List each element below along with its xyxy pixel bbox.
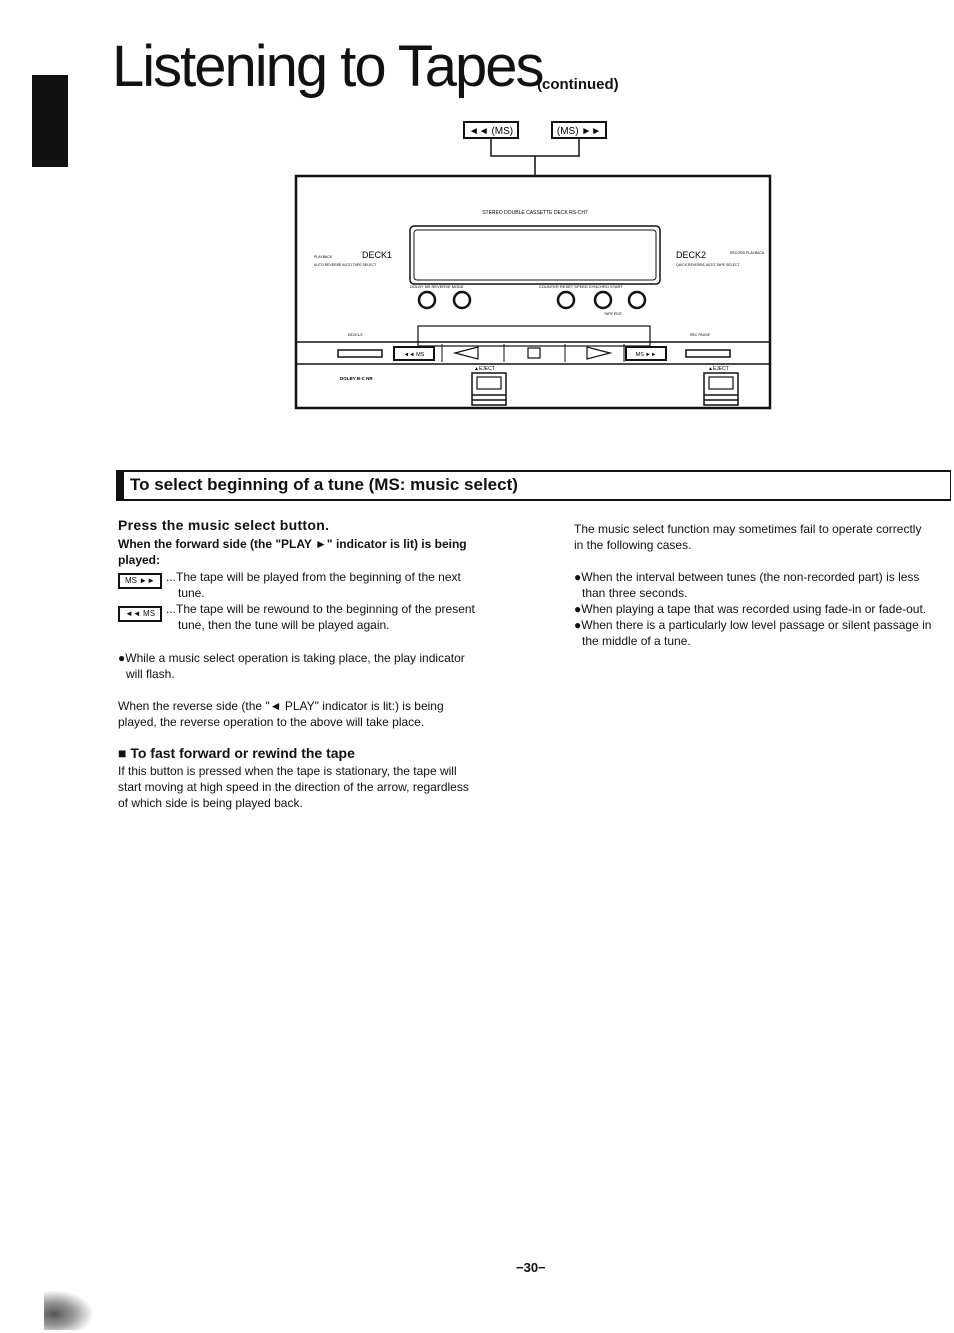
ms-ff-label: MS ►► (635, 352, 657, 358)
callout-bracket (491, 138, 579, 156)
fast-forward-heading: ■ To fast forward or rewind the tape (118, 745, 355, 761)
case-1-line-1: ●When the interval between tunes (the non-recorded part) is less (574, 570, 920, 584)
cassette-deck-diagram (280, 118, 790, 418)
synchro-start-knob (629, 292, 645, 308)
deck2-sub-label: QUICK REVERSE AUTO TAPE SELECT (676, 263, 740, 267)
dolby-logo: DOLBY B-C NR (340, 376, 373, 381)
right-intro-line-1: The music select function may sometimes fail to operate correctly (574, 522, 922, 536)
deck1-small-label: PLAYBACK (314, 255, 333, 259)
press-heading: Press the music select button. (118, 517, 330, 533)
deck12-label: DECK1/2 (348, 333, 363, 337)
rew-text-line-1: ...The tape will be rewound to the beginning of the present (166, 602, 475, 616)
page-title: Listening to Tapes (112, 34, 543, 99)
deck12-switch (338, 350, 382, 357)
deck2-label: DECK2 (676, 250, 707, 260)
section-title: To select beginning of a tune (MS: music select) (130, 475, 518, 494)
stereo-label: STEREO DOUBLE CASSETTE DECK RS-CH7 (482, 210, 588, 216)
rew-text-line-2: tune, then the tune will be played again. (178, 618, 390, 632)
ms-rewind-icon: ◄◄ MS (118, 606, 162, 622)
case-2-line-1: ●When playing a tape that was recorded using fade-in or fade-out. (574, 602, 927, 616)
left-knobs-label: DOLBY NR REVERSE MODE (410, 284, 464, 289)
rec-pause-switch (686, 350, 730, 357)
forward-line-2: played: (118, 553, 161, 567)
eject-left-label: ▲EJECT (474, 366, 495, 372)
case-3-line-2: the middle of a tune. (582, 634, 691, 648)
side-tab-marker (32, 75, 68, 167)
dolby-nr-knob (419, 292, 435, 308)
deck2-small-label: RECORD PLAYBACK (730, 251, 765, 255)
scan-smudge (44, 1290, 94, 1330)
bullet-line-1: ●While a music select operation is taking place, the play indicator (118, 651, 465, 665)
stop-icon (528, 348, 540, 358)
right-intro-line-2: in the following cases. (574, 538, 692, 552)
case-3-line-1: ●When there is a particularly low level passage or silent passage in (574, 618, 932, 632)
fwd-line-2: start moving at high speed in the direction of the arrow, regardless (118, 780, 469, 794)
ff-text-line-2: tune. (178, 586, 205, 600)
reverse-line-2: played, the reverse operation to the above will take place. (118, 715, 425, 729)
display-window (410, 226, 660, 284)
tape-edit-label: TAPE EDIT (604, 312, 622, 316)
counter-reset-knob (558, 292, 574, 308)
ms-rew-label: ◄◄ MS (403, 352, 425, 358)
ms-forward-icon: MS ►► (118, 573, 162, 589)
callout-rew-ms-label: ◄◄ (MS) (468, 126, 514, 137)
page-number: −30− (516, 1260, 546, 1275)
eject-right-label: ▲EJECT (708, 366, 729, 372)
right-knobs-label: COUNTER RESET SPEED SYNCHRO START (539, 284, 623, 289)
reverse-line-1: When the reverse side (the "◄ PLAY" indicator is lit:) is being (118, 699, 444, 713)
deck1-sub-label: AUTO REVERSE AUTO TAPE SELECT (314, 263, 377, 267)
section-header-bar (118, 472, 124, 499)
bullet-line-2: will flash. (126, 667, 175, 681)
ff-text-line-1: ...The tape will be played from the beginning of the next (166, 570, 461, 584)
rec-pause-label: REC PAUSE (690, 333, 710, 337)
section-header (116, 470, 951, 501)
speed-knob (595, 292, 611, 308)
reverse-mode-knob (454, 292, 470, 308)
fwd-line-1: If this button is pressed when the tape is stationary, the tape will (118, 764, 457, 778)
fwd-line-3: of which side is being played back. (118, 796, 303, 810)
deck1-label: DECK1 (362, 250, 393, 260)
page-subtitle: (continued) (537, 76, 619, 93)
forward-line-1: When the forward side (the "PLAY ►" indicator is lit) is being (118, 537, 467, 551)
case-1-line-2: than three seconds. (582, 586, 688, 600)
callout-ff-ms-label: (MS) ►► (556, 126, 602, 137)
